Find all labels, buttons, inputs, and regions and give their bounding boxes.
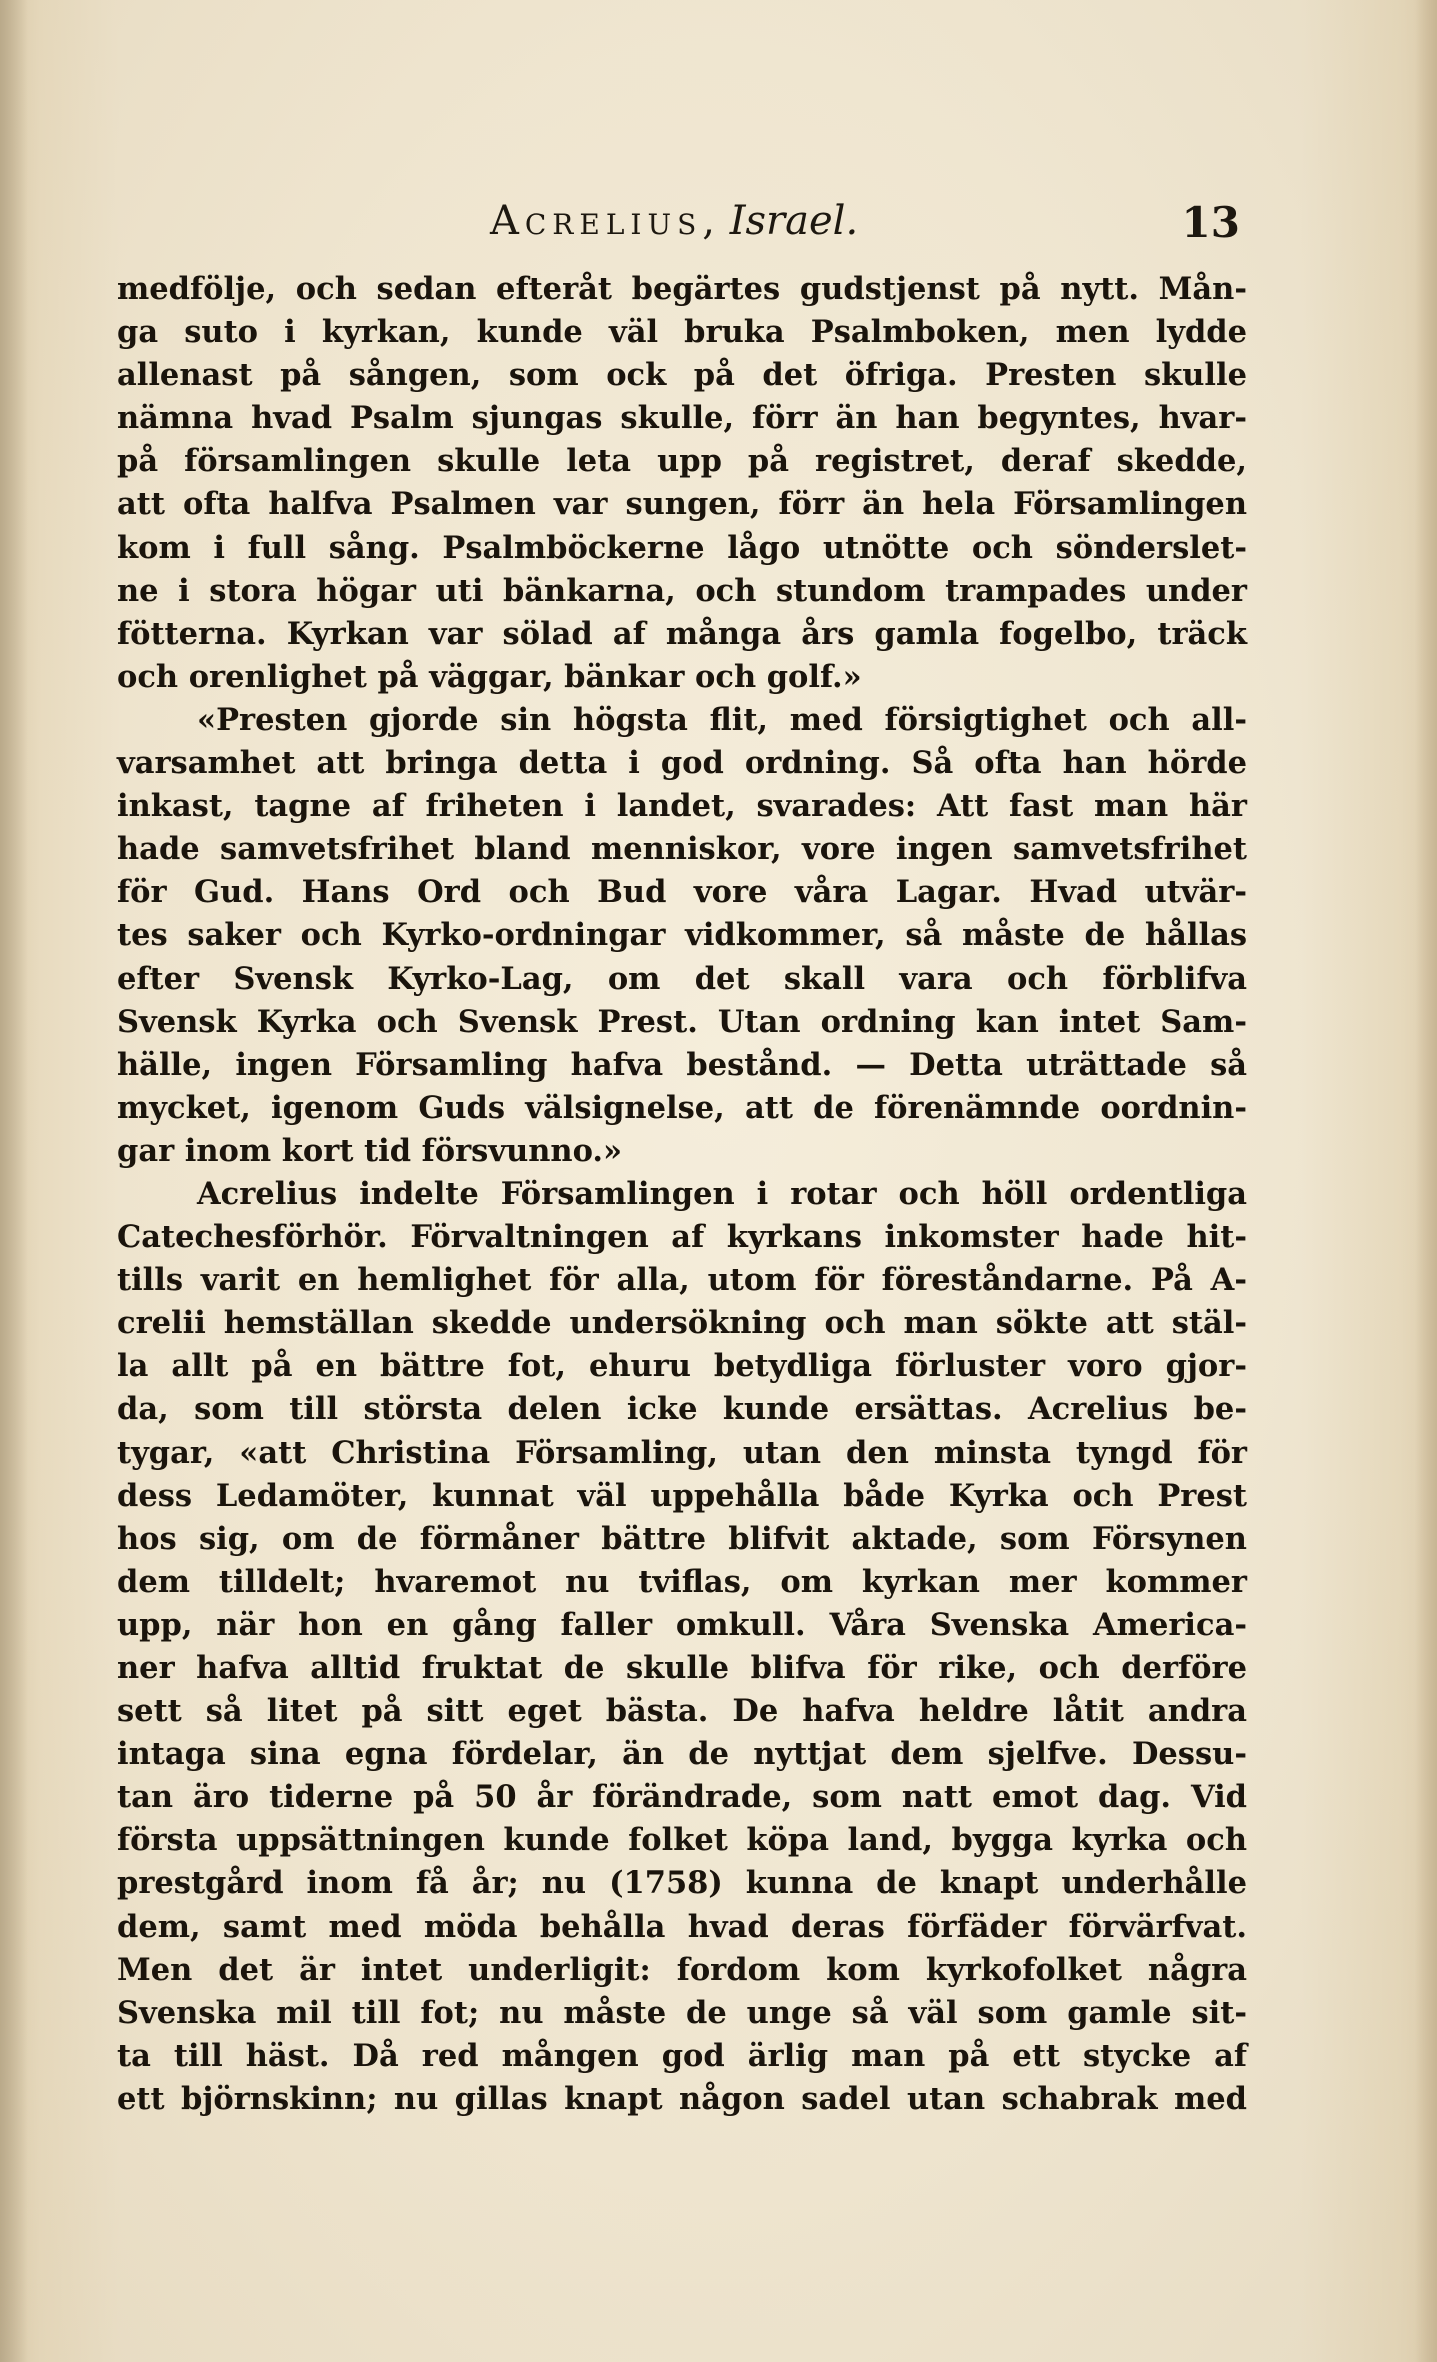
text-line: Svenska mil till fot; nu måste de unge så väl som gamle sit- <box>117 1994 1247 2031</box>
page-edge-left <box>0 0 28 2362</box>
text-line: intaga sina egna fördelar, än de nyttjat dem sjelfve. Dessu- <box>117 1736 1247 1773</box>
text-line: att ofta halfva Psalmen var sungen, förr än hela Församlingen <box>117 486 1247 523</box>
text-line: ta till häst. Då red mången god ärlig man på ett stycke af <box>117 2037 1247 2074</box>
text-line: första uppsättningen kunde folket köpa land, bygga kyrka och <box>117 1822 1247 1859</box>
text-line: hade samvetsfrihet bland menniskor, vore ingen samvetsfrihet <box>117 831 1247 868</box>
text-line: varsamhet att bringa detta i god ordning. Så ofta han hörde <box>117 745 1247 782</box>
text-line: ga suto i kyrkan, kunde väl bruka Psalmboken, men lydde <box>117 314 1247 351</box>
text-line: crelii hemställan skedde undersökning och man sökte att stäl- <box>117 1305 1247 1342</box>
text-line: ett björnskinn; nu gillas knapt någon sadel utan schabrak med <box>117 2080 1247 2117</box>
text-line: nämna hvad Psalm sjungas skulle, förr än han begyntes, hvar- <box>117 400 1247 437</box>
running-title-separator: , <box>702 198 730 244</box>
page-number: 13 <box>1181 198 1240 247</box>
text-line: da, som till största delen icke kunde ersättas. Acrelius be- <box>117 1391 1247 1428</box>
running-title-name: Acrelius <box>490 198 703 244</box>
page-header <box>120 198 1245 258</box>
text-line: la allt på en bättre fot, ehuru betydliga förluster voro gjor- <box>117 1348 1247 1385</box>
text-line: hälle, ingen Församling hafva bestånd. — Detta uträttade så <box>117 1046 1247 1083</box>
text-line: dess Ledamöter, kunnat väl uppehålla både Kyrka och Prest <box>117 1477 1247 1514</box>
text-line: sett så litet på sitt eget bästa. De hafva heldre låtit andra <box>117 1693 1247 1730</box>
text-line: för Gud. Hans Ord och Bud vore våra Lagar. Hvad utvär- <box>117 874 1247 911</box>
text-line: gar inom kort tid försvunno.» <box>117 1132 623 1169</box>
text-line: och orenlighet på väggar, bänkar och golf.» <box>117 658 862 695</box>
text-line: dem, samt med möda behålla hvad deras förfäder förvärfvat. <box>117 1908 1247 1945</box>
text-line: efter Svensk Kyrko-Lag, om det skall vara och förblifva <box>117 960 1247 997</box>
text-line: allenast på sången, som ock på det öfriga. Presten skulle <box>117 357 1247 394</box>
text-line: Catechesförhör. Förvaltningen af kyrkans inkomster hade hit- <box>117 1219 1247 1256</box>
text-line: tan äro tiderne på 50 år förändrade, som natt emot dag. Vid <box>117 1779 1247 1816</box>
text-line: tes saker och Kyrko-ordningar vidkommer, så måste de hållas <box>117 917 1247 954</box>
text-line: Men det är intet underligit: fordom kom kyrkofolket några <box>117 1951 1247 1988</box>
text-line: ne i stora högar uti bänkarna, och stundom trampades under <box>117 572 1247 609</box>
text-line: mycket, igenom Guds välsignelse, att de förenämnde oordnin- <box>117 1089 1247 1126</box>
text-line: Acrelius indelte Församlingen i rotar och höll ordentliga <box>197 1175 1247 1212</box>
text-line: upp, när hon en gång faller omkull. Våra Svenska America- <box>117 1606 1247 1643</box>
running-title-given: Israel. <box>729 198 859 244</box>
text-line: prestgård inom få år; nu (1758) kunna de knapt underhålle <box>117 1865 1247 1902</box>
text-line: kom i full sång. Psalmböckerne lågo utnötte och sönderslet- <box>117 529 1247 566</box>
text-line: hos sig, om de förmåner bättre blifvit aktade, som Försynen <box>117 1520 1247 1557</box>
text-line: tygar, «att Christina Församling, utan den minsta tyngd för <box>117 1434 1247 1471</box>
text-line: medfölje, och sedan efteråt begärtes gudstjenst på nytt. Mån- <box>117 271 1247 307</box>
text-line: «Presten gjorde sin högsta flit, med försigtighet och all- <box>197 701 1247 738</box>
body-text <box>117 268 1247 2121</box>
text-line: Svensk Kyrka och Svensk Prest. Utan ordning kan intet Sam- <box>117 1003 1247 1040</box>
text-line: ner hafva alltid fruktat de skulle blifva för rike, och derföre <box>117 1650 1247 1686</box>
text-line: på församlingen skulle leta upp på registret, deraf skedde, <box>117 443 1247 480</box>
text-line: fötterna. Kyrkan var sölad af många års gamla fogelbo, träck <box>117 615 1247 652</box>
text-line: inkast, tagne af friheten i landet, svarades: Att fast man här <box>117 788 1247 825</box>
page-edge-right <box>1415 0 1437 2362</box>
text-line: tills varit en hemlighet för alla, utom för föreståndarne. På A- <box>117 1262 1247 1299</box>
text-line: dem tilldelt; hvaremot nu tviflas, om kyrkan mer kommer <box>117 1563 1247 1600</box>
running-title <box>490 198 858 244</box>
